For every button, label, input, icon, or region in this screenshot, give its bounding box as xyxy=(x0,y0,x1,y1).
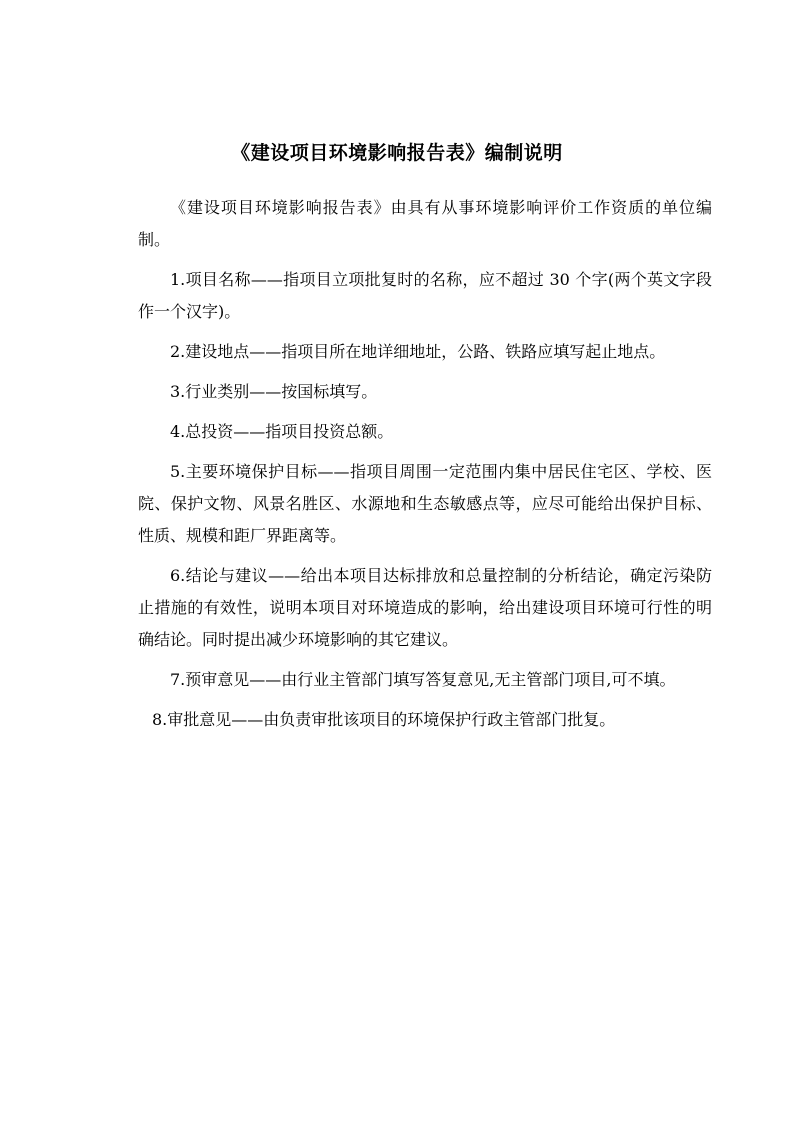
intro-paragraph: 《建设项目环境影响报告表》由具有从事环境影响评价工作资质的单位编制。 xyxy=(138,198,712,249)
item-total-investment: 4.总投资——指项目投资总额。 xyxy=(170,422,394,441)
item-pre-review-opinion: 7.预审意见——由行业主管部门填写答复意见,无主管部门项目,可不填。 xyxy=(170,670,676,689)
item-construction-site: 2.建设地点——指项目所在地详细地址，公路、铁路应填写起止地点。 xyxy=(170,342,666,361)
item-approval-opinion: 8.审批意见——由负责审批该项目的环境保护行政主管部门批复。 xyxy=(152,710,616,729)
item-industry-category: 3.行业类别——按国标填写。 xyxy=(170,382,378,401)
item-conclusion-suggestions: 6.结论与建议——给出本项目达标排放和总量控制的分析结论，确定污染防止措施的有效性，说明本项目对环境造成的影响，给出建设项目环境可行性的明确结论。同时提出减少环境影响的其它建议。 xyxy=(138,566,712,649)
document-title: 《建设项目环境影响报告表》编制说明 xyxy=(231,142,563,164)
document-body xyxy=(138,192,712,744)
item-project-name: 1.项目名称——指项目立项批复时的名称，应不超过 30 个字(两个英文字段作一个汉字)。 xyxy=(138,270,712,321)
item-protection-targets: 5.主要环境保护目标——指项目周围一定范围内集中居民住宅区、学校、医院、保护文物、风景名胜区、水源地和生态敏感点等，应尽可能给出保护目标、性质、规模和距厂界距离等。 xyxy=(138,462,712,545)
